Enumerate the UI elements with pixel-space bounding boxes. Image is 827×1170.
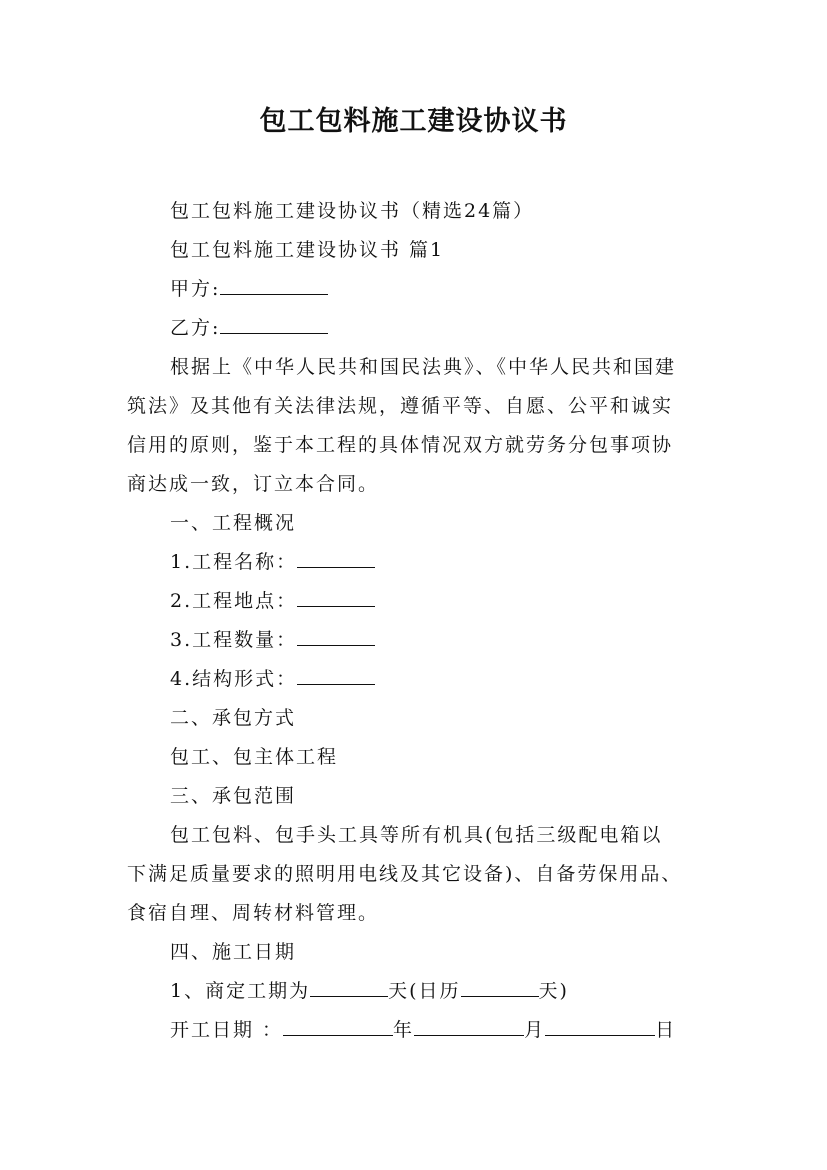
project-location-label: 2.工程地点： <box>170 590 298 612</box>
project-location-line <box>170 586 375 616</box>
intro-paragraph-line: 筑法》及其他有关法律法规，遵循平等、自愿、公平和诚实 <box>127 395 674 417</box>
start-day-blank <box>545 1015 655 1036</box>
project-quantity-blank <box>297 625 375 646</box>
party-b-label: 乙方: <box>170 317 221 339</box>
month-label: 月 <box>524 1019 546 1041</box>
term-prefix: 1、商定工期为 <box>170 980 311 1002</box>
document-title: 包工包料施工建设协议书 <box>259 106 568 137</box>
term-suffix: 天) <box>538 980 569 1002</box>
section-3-heading: 三、承包范围 <box>170 785 297 807</box>
day-label: 日 <box>655 1019 677 1041</box>
section-heading: 包工包料施工建设协议书 篇1 <box>170 239 445 261</box>
project-name-blank <box>297 547 375 568</box>
intro-paragraph-line: 根据上《中华人民共和国民法典》、《中华人民共和国建 <box>170 356 677 378</box>
year-label: 年 <box>393 1019 415 1041</box>
start-date-line <box>170 1015 676 1045</box>
section-3-body-line: 食宿自理、周转材料管理。 <box>127 902 380 924</box>
project-quantity-label: 3.工程数量： <box>170 629 298 651</box>
intro-paragraph-line: 信用的原则，鉴于本工程的具体情况双方就劳务分包事项协 <box>127 434 674 456</box>
structure-form-label: 4.结构形式： <box>170 668 298 690</box>
project-quantity-line <box>170 625 375 655</box>
document-subtitle: 包工包料施工建设协议书（精选24篇） <box>170 200 535 222</box>
party-b-blank <box>220 313 328 334</box>
term-line <box>170 976 569 1006</box>
party-a-label: 甲方: <box>170 278 221 300</box>
term-mid: 天(日历 <box>388 980 461 1002</box>
section-1-heading: 一、工程概况 <box>170 512 297 534</box>
project-name-line <box>170 547 375 577</box>
calendar-days-blank <box>461 976 539 997</box>
section-3-body-line: 包工包料、包手头工具等所有机具(包括三级配电箱以 <box>170 824 663 846</box>
section-2-heading: 二、承包方式 <box>170 707 297 729</box>
structure-form-blank <box>297 664 375 685</box>
term-days-blank <box>310 976 388 997</box>
party-b-line <box>170 313 328 343</box>
party-a-blank <box>220 274 328 295</box>
structure-form-line <box>170 664 375 694</box>
project-location-blank <box>297 586 375 607</box>
start-year-blank <box>283 1015 393 1036</box>
start-month-blank <box>414 1015 524 1036</box>
section-3-body-line: 下满足质量要求的照明用电线及其它设备)、自备劳保用品、 <box>127 863 683 885</box>
project-name-label: 1.工程名称： <box>170 551 298 573</box>
party-a-line <box>170 274 328 304</box>
section-2-body: 包工、包主体工程 <box>170 746 339 768</box>
intro-paragraph-line: 商达成一致，订立本合同。 <box>127 473 380 495</box>
start-date-label: 开工日期 ： <box>170 1019 284 1041</box>
section-4-heading: 四、施工日期 <box>170 941 297 963</box>
